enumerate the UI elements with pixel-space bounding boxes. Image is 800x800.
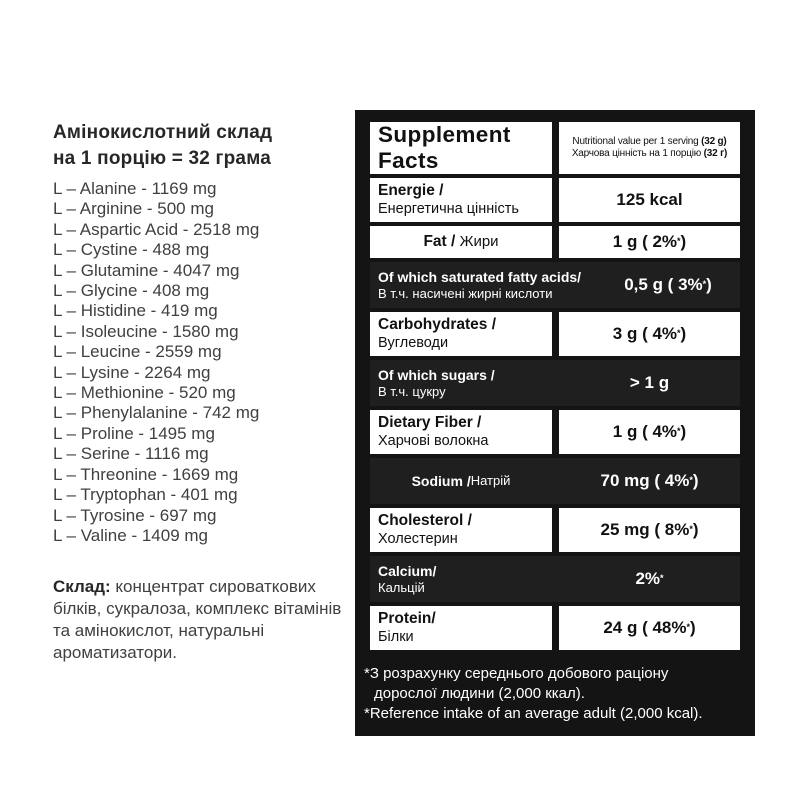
amino-list-item: L – Glutamine - 4047 mg	[53, 260, 240, 280]
nutrient-value: 1 g ( 4%	[612, 421, 678, 441]
footnote-asterisk: *	[689, 524, 693, 535]
nutrient-name-en: Dietary Fiber /	[378, 413, 482, 431]
amino-list-item: L – Histidine - 419 mg	[53, 301, 218, 321]
nutrient-value-cell	[559, 556, 740, 602]
nutrient-name-ua: Холестерин	[378, 530, 458, 547]
facts-rows	[370, 178, 740, 650]
amino-list-item: L – Glycine - 408 mg	[53, 281, 210, 301]
amino-list-item: L – Proline - 1495 mg	[53, 423, 215, 443]
facts-row	[370, 556, 740, 602]
facts-row	[370, 226, 740, 258]
amino-title-line1: Амінокислотний склад	[53, 122, 273, 143]
amino-list-item: L – Arginine - 500 mg	[53, 199, 214, 219]
footnote-asterisk: *	[689, 475, 693, 486]
nutrient-name-ua: Жири	[459, 232, 499, 250]
composition-paragraph	[53, 576, 351, 664]
amino-title	[53, 120, 353, 172]
nutrient-value-close: )	[690, 617, 696, 637]
amino-title-line2: на 1 порцію = 32 грама	[53, 148, 271, 169]
nutrient-value: 125 kcal	[616, 189, 683, 209]
nutrient-name-ua: Кальцій	[378, 579, 425, 595]
amino-list-item: L – Cystine - 488 mg	[53, 240, 210, 260]
amino-list-item: L – Aspartic Acid - 2518 mg	[53, 219, 260, 239]
nutrient-value-cell	[596, 262, 740, 308]
serving-line-ua: Харчова цінність на 1 порцію (32 г)	[571, 148, 728, 159]
amino-list-item: L – Leucine - 2559 mg	[53, 342, 222, 362]
nutrient-label-cell	[370, 360, 552, 406]
nutrient-value: 1 g ( 2%	[612, 231, 678, 251]
facts-row	[370, 262, 740, 308]
nutrient-value: 3 g ( 4%	[612, 323, 678, 343]
facts-row	[370, 606, 740, 650]
facts-row	[370, 178, 740, 222]
nutrient-name-en: Protein/	[378, 609, 436, 627]
nutrient-value: 0,5 g ( 3%	[624, 274, 703, 294]
nutrient-label-cell	[370, 312, 552, 356]
facts-row	[370, 458, 740, 504]
nutrient-label-cell	[370, 226, 552, 258]
footnote-asterisk: *	[660, 573, 664, 584]
nutrient-value: 24 g ( 48%	[603, 617, 687, 637]
nutrient-name-ua: В т.ч. цукру	[378, 383, 446, 399]
facts-row	[370, 410, 740, 454]
nutrient-value-cell	[559, 178, 740, 222]
footnote-line: дорослої людини (2,000 ккал).	[374, 684, 585, 702]
nutrient-name-en: Carbohydrates /	[378, 315, 497, 333]
nutrient-label-cell	[370, 556, 552, 602]
amino-list-item: L – Tryptophan - 401 mg	[53, 485, 238, 505]
nutrient-value-cell	[559, 312, 740, 356]
nutrient-name-en: Energie /	[378, 182, 444, 199]
facts-row	[370, 360, 740, 406]
amino-list-item: L – Methionine - 520 mg	[53, 383, 236, 403]
amino-list-item: L – Phenylalanine - 742 mg	[53, 403, 260, 423]
nutrient-name-ua: Енергетична цінність	[378, 200, 519, 217]
amino-list	[53, 179, 353, 546]
amino-panel	[53, 120, 353, 664]
nutrient-name-en: Of which saturated fatty acids/	[378, 268, 582, 285]
nutrient-value-close: )	[692, 519, 699, 539]
facts-header-row	[370, 122, 740, 174]
nutrient-value: 25 mg ( 8%	[600, 519, 690, 539]
nutrient-value: 70 mg ( 4%	[600, 470, 690, 490]
facts-row	[370, 312, 740, 356]
amino-list-item: L – Tyrosine - 697 mg	[53, 505, 217, 525]
nutrient-label-cell	[370, 178, 552, 222]
nutrient-value-close: )	[680, 231, 687, 251]
nutrient-name-en: Of which sugars /	[378, 366, 495, 383]
nutrient-value-cell	[559, 360, 740, 406]
amino-list-item: L – Alanine - 1169 mg	[53, 179, 217, 198]
footnote-asterisk: *	[677, 328, 681, 339]
supplement-facts-table	[355, 110, 755, 736]
nutrient-name-ua: Вуглеводи	[378, 334, 449, 351]
nutrient-name-ua: Харчові волокна	[378, 432, 489, 449]
nutrient-value: 2%	[635, 568, 661, 588]
footnote-asterisk: *	[686, 622, 690, 633]
nutrient-value-close: )	[692, 470, 699, 490]
nutrient-value-cell	[559, 458, 740, 504]
nutrient-label-cell	[370, 410, 552, 454]
nutrient-value-close: )	[680, 421, 687, 441]
nutrient-name-ua: В т.ч. насичені жирні кислоти	[378, 285, 553, 301]
serving-line-en: Nutritional value per 1 serving (32 g)	[572, 135, 727, 147]
nutrient-name-ua: Натрій	[470, 473, 511, 489]
footnote-line: *Reference intake of an average adult (2,000 kcal).	[364, 704, 703, 722]
amino-list-item: L – Isoleucine - 1580 mg	[53, 321, 239, 341]
nutrient-value-cell	[559, 606, 740, 650]
nutrient-value: > 1 g	[629, 372, 670, 392]
facts-row	[370, 508, 740, 552]
footnote-line: *З розрахунку середнього добового раціону	[364, 664, 669, 682]
nutrient-name-en: Calcium/	[378, 562, 437, 579]
footnote-asterisk: *	[702, 279, 707, 290]
nutrient-value-cell	[559, 226, 740, 258]
nutrient-value-cell	[559, 410, 740, 454]
nutrient-name-en: Cholesterol /	[378, 511, 472, 529]
nutrient-name-en: Fat /	[423, 232, 460, 250]
nutrient-label-cell	[370, 606, 552, 650]
facts-title: Supplement Facts	[370, 122, 552, 174]
composition-text: концентрат сироваткових білків, сукралоза, комплекс вітамінів та амінокислот, натуральні ароматизатори.	[53, 577, 342, 663]
footnote-asterisk: *	[677, 426, 681, 437]
nutrient-name-ua: Білки	[378, 628, 414, 645]
nutrient-name-en: Sodium /	[411, 472, 471, 489]
nutrient-label-cell	[370, 458, 552, 504]
amino-list-item: L – Lysine - 2264 mg	[53, 362, 211, 382]
nutrient-label-cell	[370, 508, 552, 552]
nutrient-label-cell	[370, 262, 589, 308]
footnote-block	[364, 664, 740, 728]
footnote-asterisk: *	[677, 236, 681, 247]
nutrient-value-close: )	[706, 274, 712, 294]
nutrient-value-close: )	[680, 323, 687, 343]
serving-info	[559, 122, 740, 174]
nutrient-value-cell	[559, 508, 740, 552]
amino-list-item: L – Valine - 1409 mg	[53, 525, 208, 545]
composition-label: Склад:	[53, 577, 111, 597]
amino-list-item: L – Threonine - 1669 mg	[53, 464, 239, 484]
amino-list-item: L – Serine - 1116 mg	[53, 444, 209, 464]
